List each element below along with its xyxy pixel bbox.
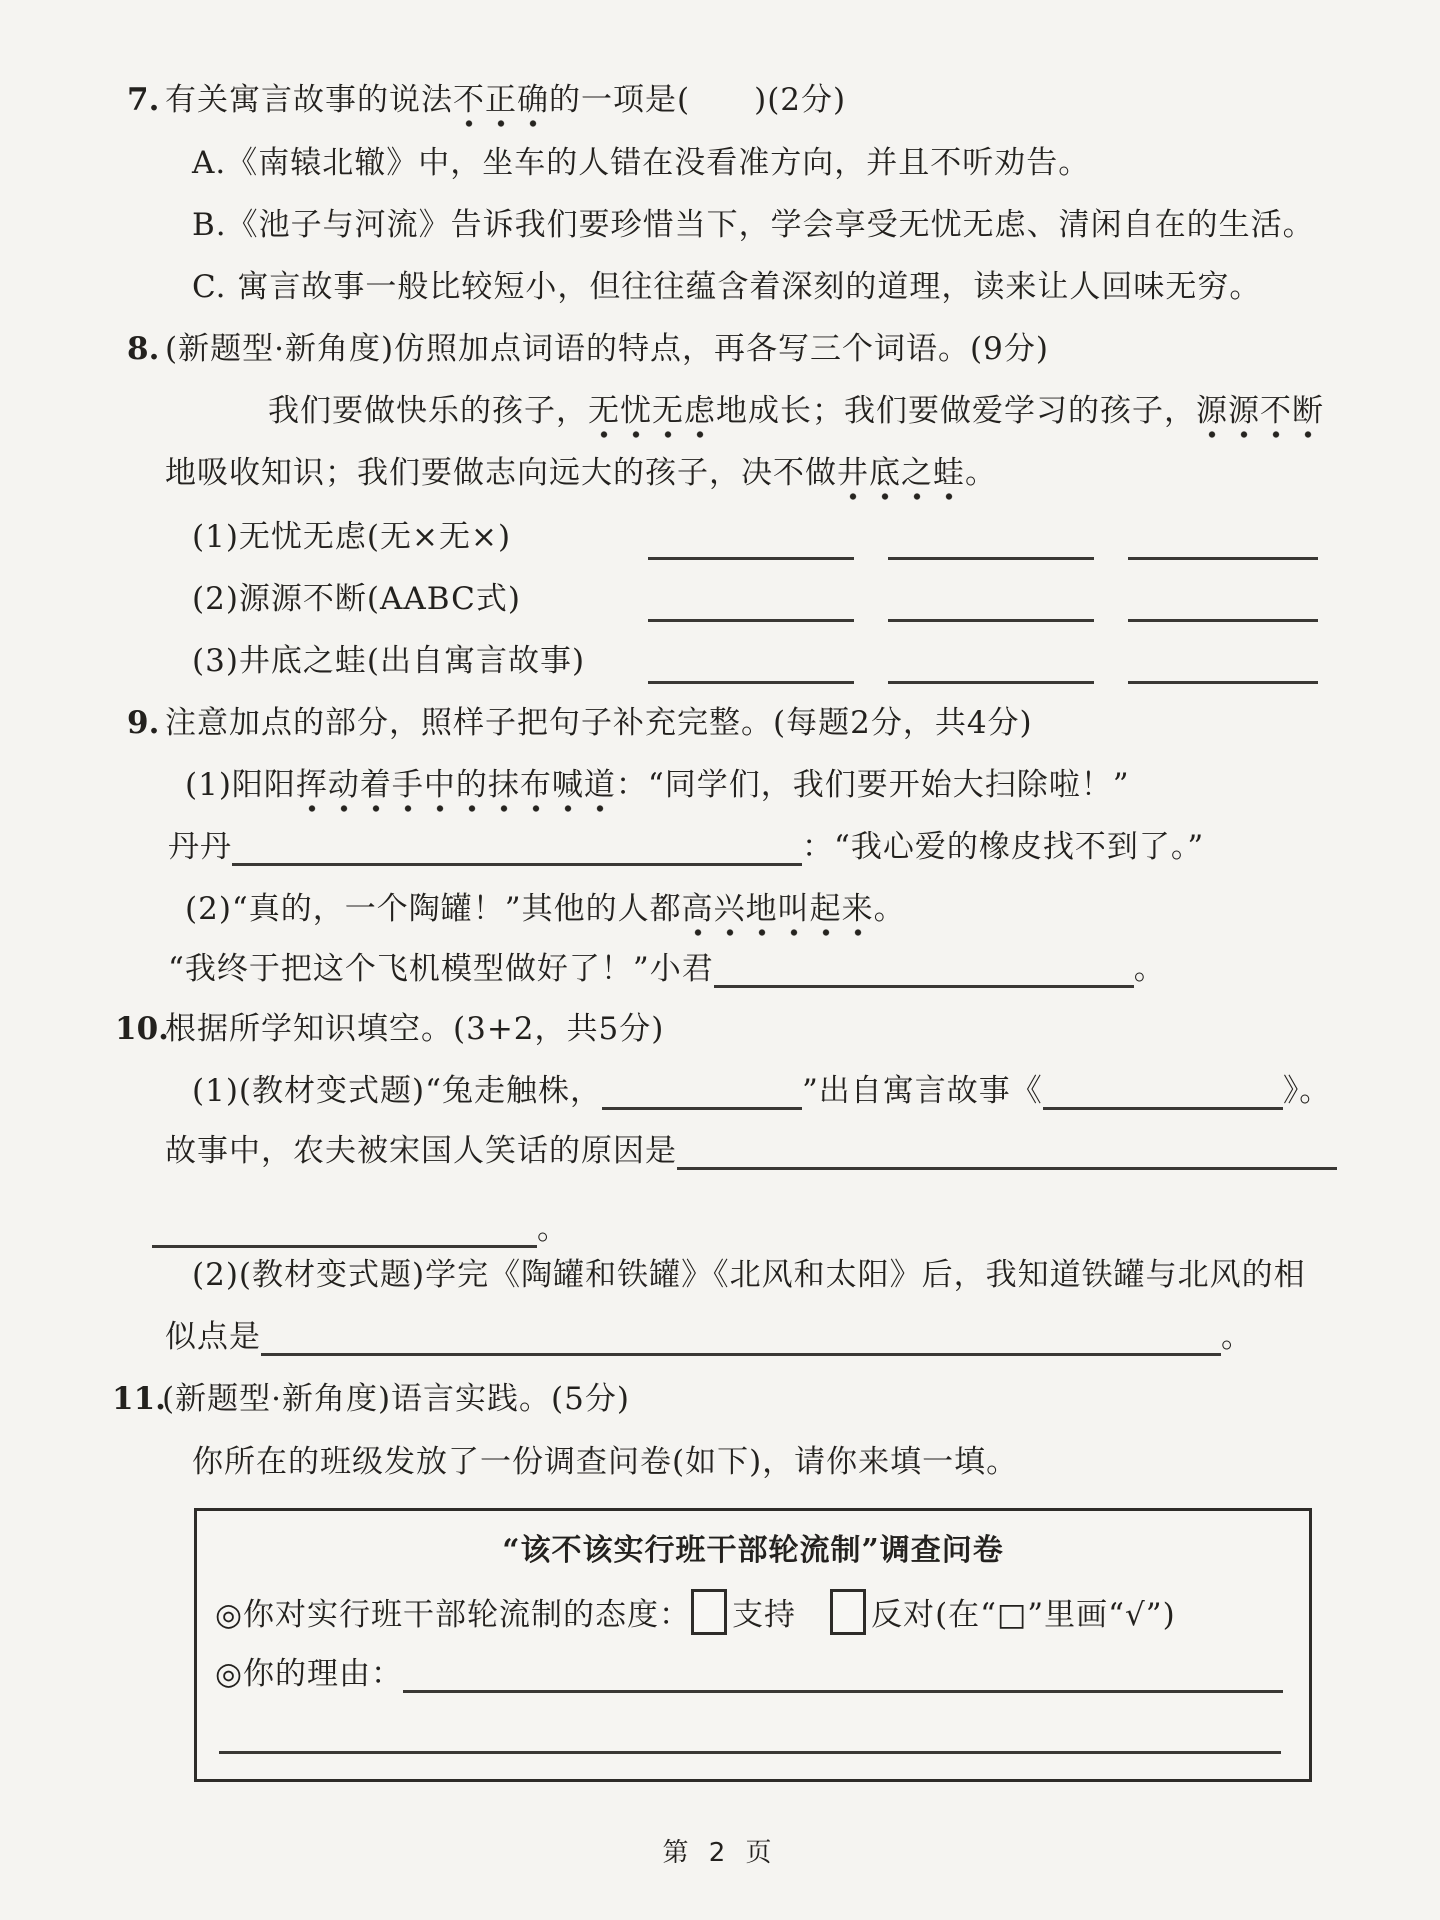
q8-passage-l1-emphasis: 无忧无虑 (588, 393, 716, 440)
survey-box (194, 1508, 1312, 1782)
q7-stem-pre: 有关寓言故事的说法 (165, 82, 453, 118)
q7-stem-emphasis: 不正确 (453, 82, 549, 129)
q9-stem-text: 注意加点的部分，照样子把句子补充完整。(每题2分，共4分) (165, 705, 1033, 741)
q10-item-1-blank-4[interactable] (152, 1245, 537, 1248)
q9-item-1-answer-blank[interactable] (232, 863, 802, 866)
q10-item-1-post: 》。 (1282, 1073, 1332, 1109)
q7-option-b (192, 203, 1315, 247)
q9-number: 9. (127, 705, 160, 741)
q9-item-2-emphasis: 高兴地叫起来 (682, 891, 874, 938)
q8-item-3-label: (3)井底之蛙(出自寓言故事) (192, 643, 586, 679)
q10-item-2-line2-pre: 似点是 (165, 1319, 261, 1355)
q11-number: 11. (112, 1381, 166, 1417)
q7-number: 7. (127, 82, 160, 118)
q8-passage-l1-emphasis2: 源源不断 (1196, 393, 1324, 440)
q9-item-2-pre: (2)“真的，一个陶罐！”其他的人都 (185, 891, 682, 927)
q7-stem (127, 78, 846, 122)
q8-item-3 (0, 638, 1440, 684)
q8-item-1-blank-1[interactable] (648, 557, 854, 560)
survey-attitude-label: ◎你对实行班干部轮流制的态度： (215, 1597, 692, 1633)
q8-passage-line1 (268, 389, 1324, 433)
q8-item-3-blank-3[interactable] (1128, 681, 1318, 684)
q10-item-2-line2 (165, 1315, 1253, 1359)
q8-item-2-blank-2[interactable] (888, 619, 1094, 622)
q10-item-1-line2-text: 故事中，农夫被宋国人笑话的原因是 (165, 1133, 677, 1169)
q9-item-2-answer-post: 。 (1133, 951, 1166, 987)
q8-item-3-blank-2[interactable] (888, 681, 1094, 684)
q8-item-2-label: (2)源源不断(AABC式) (192, 581, 521, 617)
q7-stem-post: 的一项是( )(2分) (549, 82, 847, 118)
q11-stem-text: (新题型·新角度)语言实践。(5分) (162, 1381, 630, 1417)
q8-item-2-blank-1[interactable] (648, 619, 854, 622)
q8-item-2 (0, 576, 1440, 622)
survey-reason-label: ◎你的理由： (215, 1656, 404, 1692)
q7-option-a-text: A.《南辕北辙》中，坐车的人错在没看准方向，并且不听劝告。 (192, 145, 1091, 181)
survey-attitude-row (215, 1589, 1176, 1635)
q8-stem (127, 327, 1049, 371)
q10-item-1-blank-1[interactable] (602, 1107, 802, 1110)
q10-item-1-blank-3[interactable] (677, 1167, 1337, 1170)
q9-item-1-post: ：“同学们，我们要开始大扫除啦！” (615, 767, 1130, 803)
q7-option-b-text: B.《池子与河流》告诉我们要珍惜当下，学会享受无忧无虑、清闲自在的生活。 (192, 207, 1315, 243)
q9-item-1-answer-pre: 丹丹 (168, 829, 232, 865)
q10-item-1-line2 (165, 1129, 1337, 1173)
support-checkbox[interactable] (691, 1589, 727, 1635)
q8-item-1-blank-3[interactable] (1128, 557, 1318, 560)
q10-item-1-mid: ”出自寓言故事《 (801, 1073, 1043, 1109)
q10-item-1-pre: (1)(教材变式题)“兔走触株， (192, 1073, 602, 1109)
q10-item-1-blank-2[interactable] (1043, 1107, 1283, 1110)
q9-item-2-post: 。 (873, 891, 906, 927)
q10-item-1-line3 (152, 1207, 569, 1251)
q8-item-1-label: (1)无忧无虑(无×无×) (192, 519, 512, 555)
q8-passage-line2 (165, 451, 997, 495)
q7-option-c (192, 265, 1261, 309)
q10-stem (115, 1007, 664, 1051)
q10-number: 10. (115, 1011, 169, 1047)
oppose-label: 反对 (871, 1597, 936, 1633)
q10-item-2 (192, 1253, 1306, 1297)
q9-item-1-answer (168, 825, 1204, 869)
q9-item-2 (185, 887, 906, 931)
q10-item-2-line2-post: 。 (1221, 1319, 1253, 1355)
q9-item-2-answer-pre: “我终于把这个飞机模型做好了！”小君 (168, 951, 714, 987)
q9-item-2-answer-blank[interactable] (714, 985, 1134, 988)
q8-item-3-blank-1[interactable] (648, 681, 854, 684)
q10-stem-text: 根据所学知识填空。(3+2，共5分) (165, 1011, 665, 1047)
q9-item-1-pre: (1)阳阳 (185, 767, 296, 803)
q9-item-1 (185, 763, 1130, 807)
q8-item-2-blank-3[interactable] (1128, 619, 1318, 622)
q10-item-1 (192, 1069, 1331, 1113)
q8-item-1 (0, 514, 1440, 560)
survey-note: (在“□”里画“√”) (935, 1597, 1176, 1633)
q8-passage-l2-pre: 地吸收知识；我们要做志向远大的孩子，决不做 (165, 455, 837, 491)
q9-stem (127, 701, 1033, 745)
survey-reason-blank-2[interactable] (219, 1751, 1281, 1754)
survey-title: “该不该实行班干部轮流制”调查问卷 (502, 1533, 1004, 1568)
q10-item-2-blank[interactable] (261, 1353, 1221, 1356)
q9-item-1-answer-post: ：“我心爱的橡皮找不到了。” (802, 829, 1205, 865)
q11-intro-text: 你所在的班级发放了一份调查问卷(如下)，请你来填一填。 (192, 1444, 1019, 1480)
q7-option-a (192, 141, 1090, 185)
q8-stem-text: (新题型·新角度)仿照加点词语的特点，再各写三个词语。(9分) (165, 331, 1049, 367)
q8-number: 8. (127, 331, 160, 367)
q7-option-c-text: C. 寓言故事一般比较短小，但往往蕴含着深刻的道理，读来让人回味无穷。 (192, 269, 1262, 305)
q8-passage-l1-pre: 我们要做快乐的孩子， (268, 393, 588, 429)
survey-reason-row (215, 1651, 1283, 1697)
oppose-checkbox[interactable] (830, 1589, 866, 1635)
support-label: 支持 (732, 1597, 797, 1633)
q11-intro (192, 1440, 1018, 1484)
q9-item-2-answer (168, 947, 1166, 991)
survey-reason-blank-1[interactable] (403, 1690, 1283, 1693)
q11-stem (112, 1377, 630, 1421)
q8-item-1-blank-2[interactable] (888, 557, 1094, 560)
q8-passage-l2-post: 。 (965, 455, 997, 491)
q10-item-2-line1-text: (2)(教材变式题)学完《陶罐和铁罐》《北风和太阳》后，我知道铁罐与北风的相 (192, 1257, 1306, 1293)
page-footer: 第 2 页 (662, 1838, 778, 1868)
q8-passage-l1-mid: 地成长；我们要做爱学习的孩子， (716, 393, 1196, 429)
q8-passage-l2-emphasis: 井底之蛙 (837, 455, 965, 502)
q10-item-1-line3-post: 。 (537, 1211, 569, 1247)
q9-item-1-emphasis: 挥动着手中的抹布喊道 (296, 767, 616, 814)
